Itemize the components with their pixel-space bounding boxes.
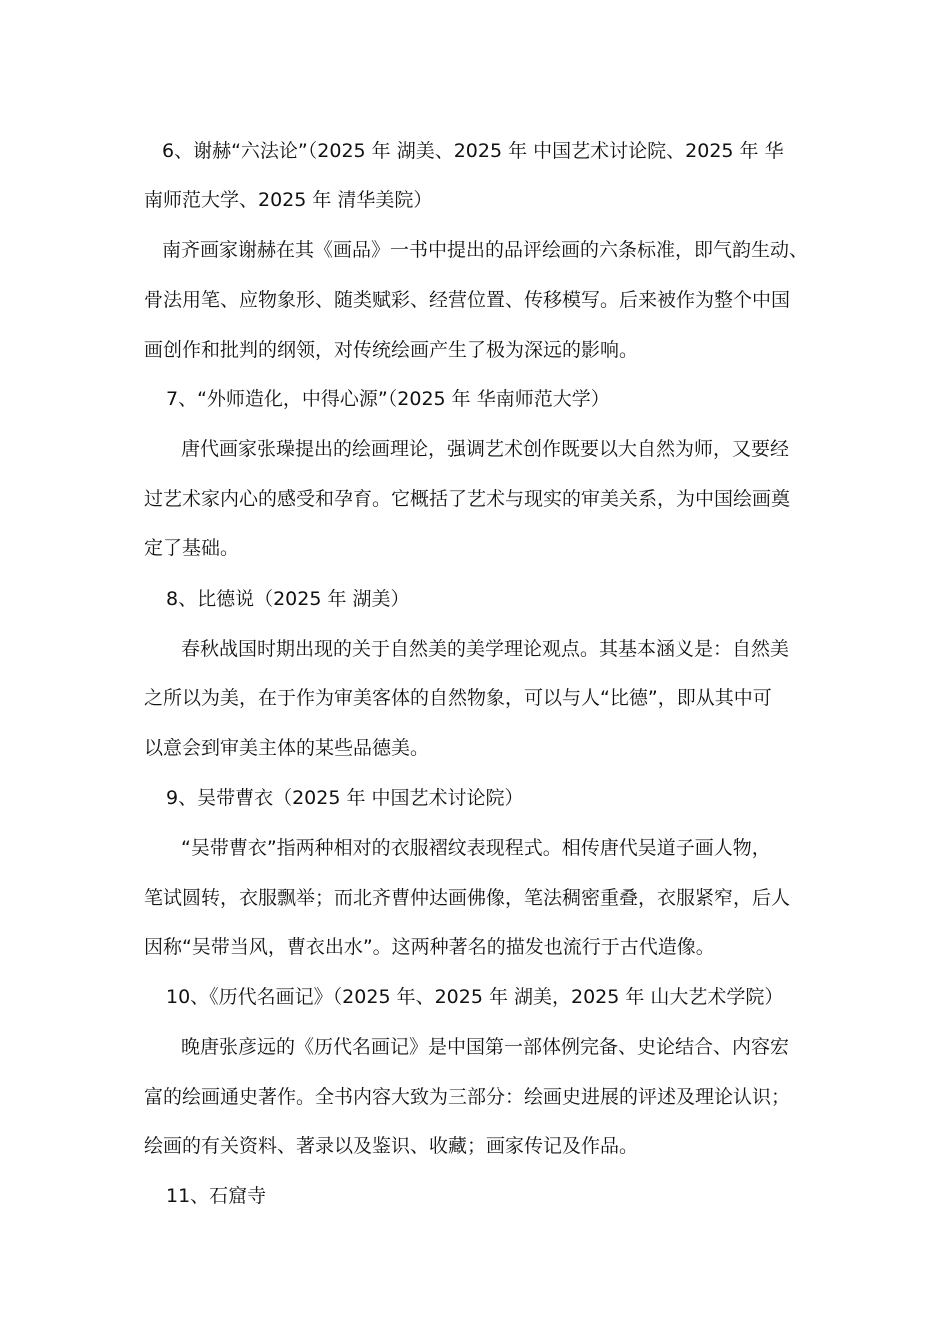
heading-10: 10、《历代名画记》（2025 年、2025 年 湖美，2025 年 山大艺术学院）: [166, 986, 784, 1008]
paragraph-10-line-1: 晚唐张彦远的《历代名画记》是中国第一部体例完备、史论结合、内容宏: [181, 1036, 790, 1058]
heading-11: 11、石窟寺: [166, 1185, 267, 1207]
paragraph-6-line-1: 南齐画家谢赫在其《画品》一书中提出的品评绘画的六条标准，即气韵生动、: [162, 239, 809, 261]
paragraph-7-line-3: 定了基础。: [144, 537, 240, 559]
heading-7: 7、“外师造化，中得心源”（2025 年 华南师范大学）: [166, 388, 610, 410]
paragraph-8-line-1: 春秋战国时期出现的关于自然美的美学理论观点。其基本涵义是：自然美: [181, 638, 790, 660]
paragraph-10-line-2: 富的绘画通史著作。全书内容大致为三部分：绘画史进展的评述及理论认识；: [144, 1086, 791, 1108]
paragraph-8-line-3: 以意会到审美主体的某些品德美。: [144, 737, 430, 759]
paragraph-9-line-1: “吴带曹衣”指两种相对的衣服褶纹表现程式。相传唐代吴道子画人物，: [181, 837, 771, 859]
paragraph-6-line-3: 画创作和批判的纲领，对传统绘画产生了极为深远的影响。: [144, 339, 639, 361]
paragraph-9-line-3: 因称“吴带当风，曹衣出水”。这两种著名的描发也流行于古代造像。: [144, 936, 715, 958]
paragraph-6-line-2: 骨法用笔、应物象形、随类赋彩、经营位置、传移模写。后来被作为整个中国: [144, 289, 791, 311]
paragraph-7-line-2: 过艺术家内心的感受和孕育。它概括了艺术与现实的审美关系，为中国绘画奠: [144, 488, 791, 510]
paragraph-7-line-1: 唐代画家张璪提出的绘画理论，强调艺术创作既要以大自然为师，又要经: [181, 438, 790, 460]
paragraph-10-line-3: 绘画的有关资料、著录以及鉴识、收藏；画家传记及作品。: [144, 1135, 639, 1157]
heading-8: 8、比德说（2025 年 湖美）: [166, 588, 410, 610]
heading-9: 9、吴带曹衣（2025 年 中国艺术讨论院）: [166, 787, 524, 809]
paragraph-8-line-2: 之所以为美，在于作为审美客体的自然物象，可以与人“比德”，即从其中可: [144, 687, 772, 709]
heading-6-line-1: 6、谢赫“六法论”（2025 年 湖美、2025 年 中国艺术讨论院、2025 年 华: [162, 140, 784, 162]
heading-6-line-2: 南师范大学、2025 年 清华美院）: [144, 189, 433, 211]
paragraph-9-line-2: 笔试圆转，衣服飘举；而北齐曹仲达画佛像，笔法稠密重叠，衣服紧窄，后人: [144, 887, 791, 909]
